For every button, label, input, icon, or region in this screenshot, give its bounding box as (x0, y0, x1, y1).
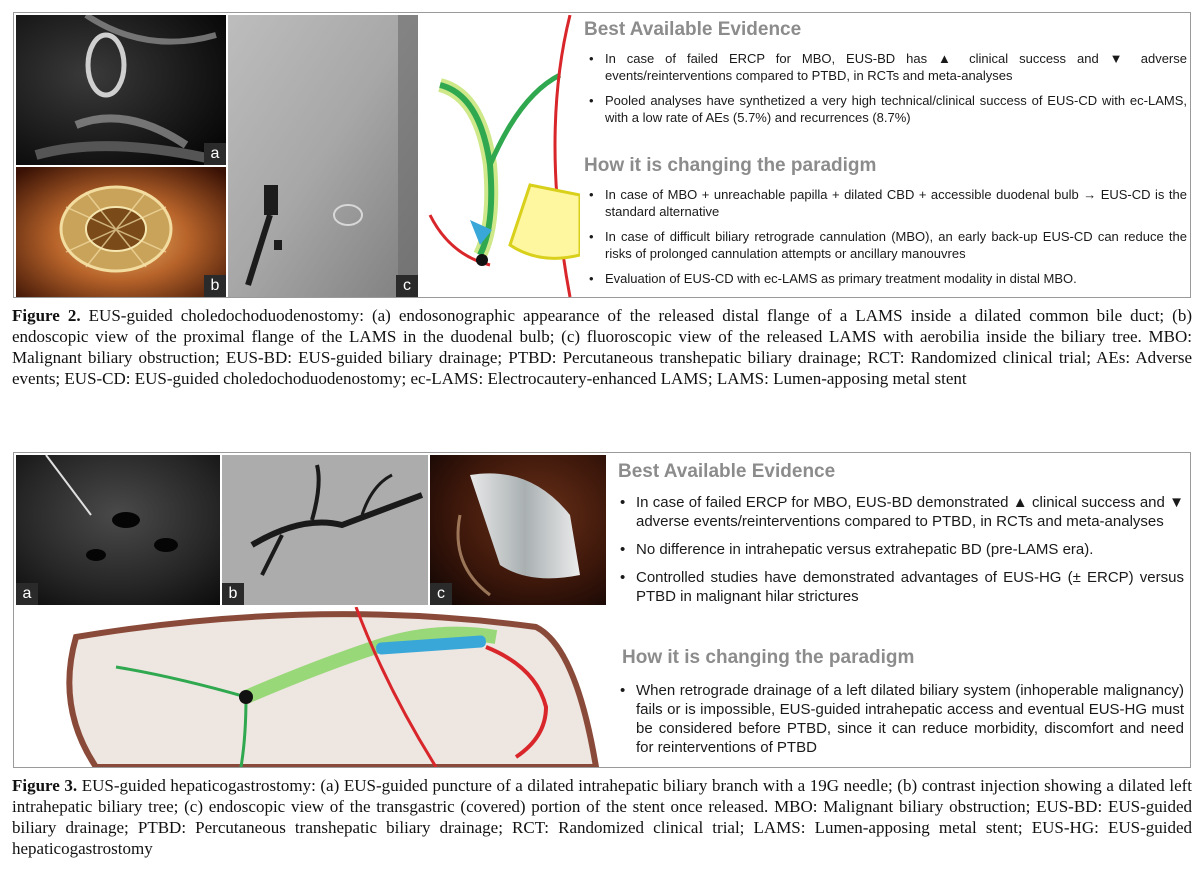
figure3-panel-a-eus-puncture (16, 455, 220, 605)
figure3-panel-b-cholangiography (222, 455, 428, 605)
endoscopic-stent-image (16, 167, 226, 297)
endosonography-image (16, 15, 226, 165)
list-item: • Evaluation of EUS-CD with ec-LAMS as primary treatment modality in distal MBO. (587, 270, 1187, 287)
panel-label-a: a (16, 583, 38, 605)
choledochoduodenostomy-diagram (420, 15, 580, 297)
caption-text: EUS-guided choledochoduodenostomy: (a) endosonographic appearance of the released distal flange of a LAMS inside a dilated common bile duct; (b) endoscopic view of the proximal flange of the LAMS in the duodenal bulb; (c) fluoroscopic view of the released LAMS with aerobilia inside the biliary tree. MBO: Malignant biliary obstruction; EUS-BD: EUS-guided biliary drainage; PTBD: Percutaneous transhepatic biliary drainage; RCT: Randomized clinical trial; AEs: Adverse events; EUS-CD: EUS-guided choledochoduodenostomy; ec-LAMS: Electrocautery-enhanced LAMS; LAMS: Lumen-apposing metal stent (12, 306, 1192, 388)
caption-text: EUS-guided hepaticogastrostomy: (a) EUS-guided puncture of a dilated intrahepatic biliary branch with a 19G needle; (b) contrast injection showing a dilated left intrahepatic biliary tree; (c) endoscopic view of the transgastric (covered) portion of the stent once released. MBO: Malignant biliary obstruction; EUS-BD: EUS-guided biliary drainage; PTBD: Percutaneous transhepatic biliary drainage; RCT: Randomized clinical trial; LAMS: Lumen-apposing metal stent; EUS-HG: EUS-guided hepaticogastrostomy (12, 776, 1192, 858)
figure3-evidence-heading: Best Available Evidence (618, 461, 836, 482)
caption-label: Figure 2. (12, 306, 81, 325)
panel-label-b: b (222, 583, 244, 605)
panel-label-b: b (204, 275, 226, 297)
figure3-caption (12, 775, 1192, 859)
figure-2 (13, 12, 1191, 298)
fluoroscopy-image (228, 15, 418, 297)
transgastric-stent-image (430, 455, 606, 605)
eus-puncture-image (16, 455, 220, 605)
panel-label-a: a (204, 143, 226, 165)
figure2-paradigm-heading: How it is changing the paradigm (584, 155, 877, 176)
list-item: • In case of MBO + unreachable papilla + dilated CBD + accessible duodenal bulb → EUS-CD is the standard alternative (587, 186, 1187, 220)
panel-label-c: c (396, 275, 418, 297)
caption-label: Figure 3. (12, 776, 78, 795)
figure2-schematic (420, 15, 580, 297)
figure3-schematic (16, 607, 606, 767)
list-item: • In case of difficult biliary retrograde cannulation (MBO), an early back-up EUS-CD can reduce the risks of prolonged cannulation attempts or ancillary manouvres (587, 228, 1187, 262)
panel-label-c: c (430, 583, 452, 605)
figure2-evidence-heading: Best Available Evidence (584, 19, 802, 40)
figure3-evidence-list (618, 493, 1184, 615)
figure2-paradigm-list (587, 186, 1187, 295)
list-item: • In case of failed ERCP for MBO, EUS-BD demonstrated ▲ clinical success and ▼ adverse events/reinterventions compared to PTBD, in RCTs and meta-analyses (618, 493, 1184, 531)
figure-3 (13, 452, 1191, 768)
cholangiography-image (222, 455, 428, 605)
list-item: • No difference in intrahepatic versus extrahepatic BD (pre-LAMS era). (618, 540, 1184, 559)
figure3-paradigm-list (618, 681, 1184, 766)
hepaticogastrostomy-diagram (16, 607, 606, 767)
figure2-caption (12, 305, 1192, 389)
figure3-panel-c-transgastric-stent (430, 455, 606, 605)
list-item: • Pooled analyses have synthetized a very high technical/clinical success of EUS-CD with ec-LAMS, with a low rate of AEs (5.7%) and recurrences (8.7%) (587, 92, 1187, 126)
figure2-panel-a-endosonography (16, 15, 226, 165)
figure3-paradigm-heading: How it is changing the paradigm (622, 647, 915, 668)
figure2-panel-c-fluoroscopy (228, 15, 418, 297)
figure2-panel-b-endoscopy (16, 167, 226, 297)
list-item: • In case of failed ERCP for MBO, EUS-BD has ▲ clinical success and ▼ adverse events/reinterventions compared to PTBD, in RCTs and meta-analyses (587, 50, 1187, 84)
list-item: • When retrograde drainage of a left dilated biliary system (inhoperable malignancy) fails or is impossible, EUS-guided intrahepatic access and eventual EUS-HG must be considered before PTBD, since it can reduce morbidity, discomfort and need for reinterventions of PTBD (618, 681, 1184, 757)
list-item: • Controlled studies have demonstrated advantages of EUS-HG (± ERCP) versus PTBD in malignant hilar strictures (618, 568, 1184, 606)
figure2-evidence-list (587, 50, 1187, 134)
